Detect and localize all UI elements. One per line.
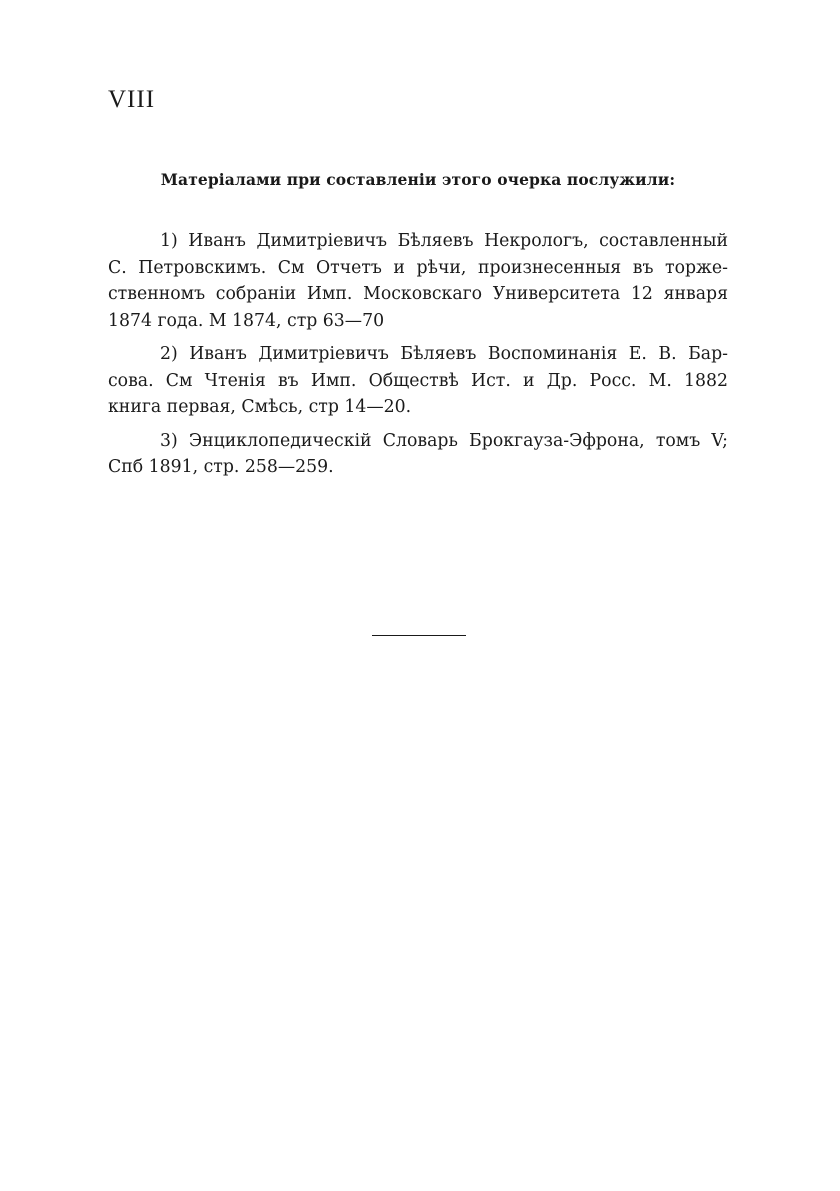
source-1-line-3: ственномъ собраніи Имп. Московскаго Университета 12 января [108, 284, 728, 304]
end-rule [372, 635, 466, 636]
source-3-line-2: Спб 1891, стр. 258—259. [108, 457, 334, 477]
source-2-line-2: сова. См Чтенія въ Имп. Обществѣ Ист. и Др. Росс. М. 1882 [108, 370, 728, 391]
source-2-line-3: книга первая, Смѣсь, стр 14—20. [108, 397, 412, 417]
source-entry-1 [108, 228, 728, 334]
sources-list [108, 228, 728, 488]
page-number: VIII [108, 86, 156, 113]
source-entry-3 [108, 428, 728, 481]
source-2-line-1: 2) Иванъ Димитріевичъ Бѣляевъ Воспоминанія Е. В. Бар- [160, 344, 728, 364]
section-heading: Матеріалами при составленіи этого очерка послужили: [160, 170, 676, 189]
source-entry-2 [108, 341, 728, 421]
source-3-line-1: 3) Энциклопедическій Словарь Брокгауза-Эфрона, томъ V; [160, 430, 728, 451]
source-1-line-2: С. Петровскимъ. См Отчетъ и рѣчи, произнесенныя въ торже- [108, 257, 728, 278]
source-1-line-4: 1874 года. М 1874, стр 63—70 [108, 310, 385, 331]
source-1-line-1: 1) Иванъ Димитріевичъ Бѣляевъ Некрологъ, составленный [160, 231, 728, 251]
